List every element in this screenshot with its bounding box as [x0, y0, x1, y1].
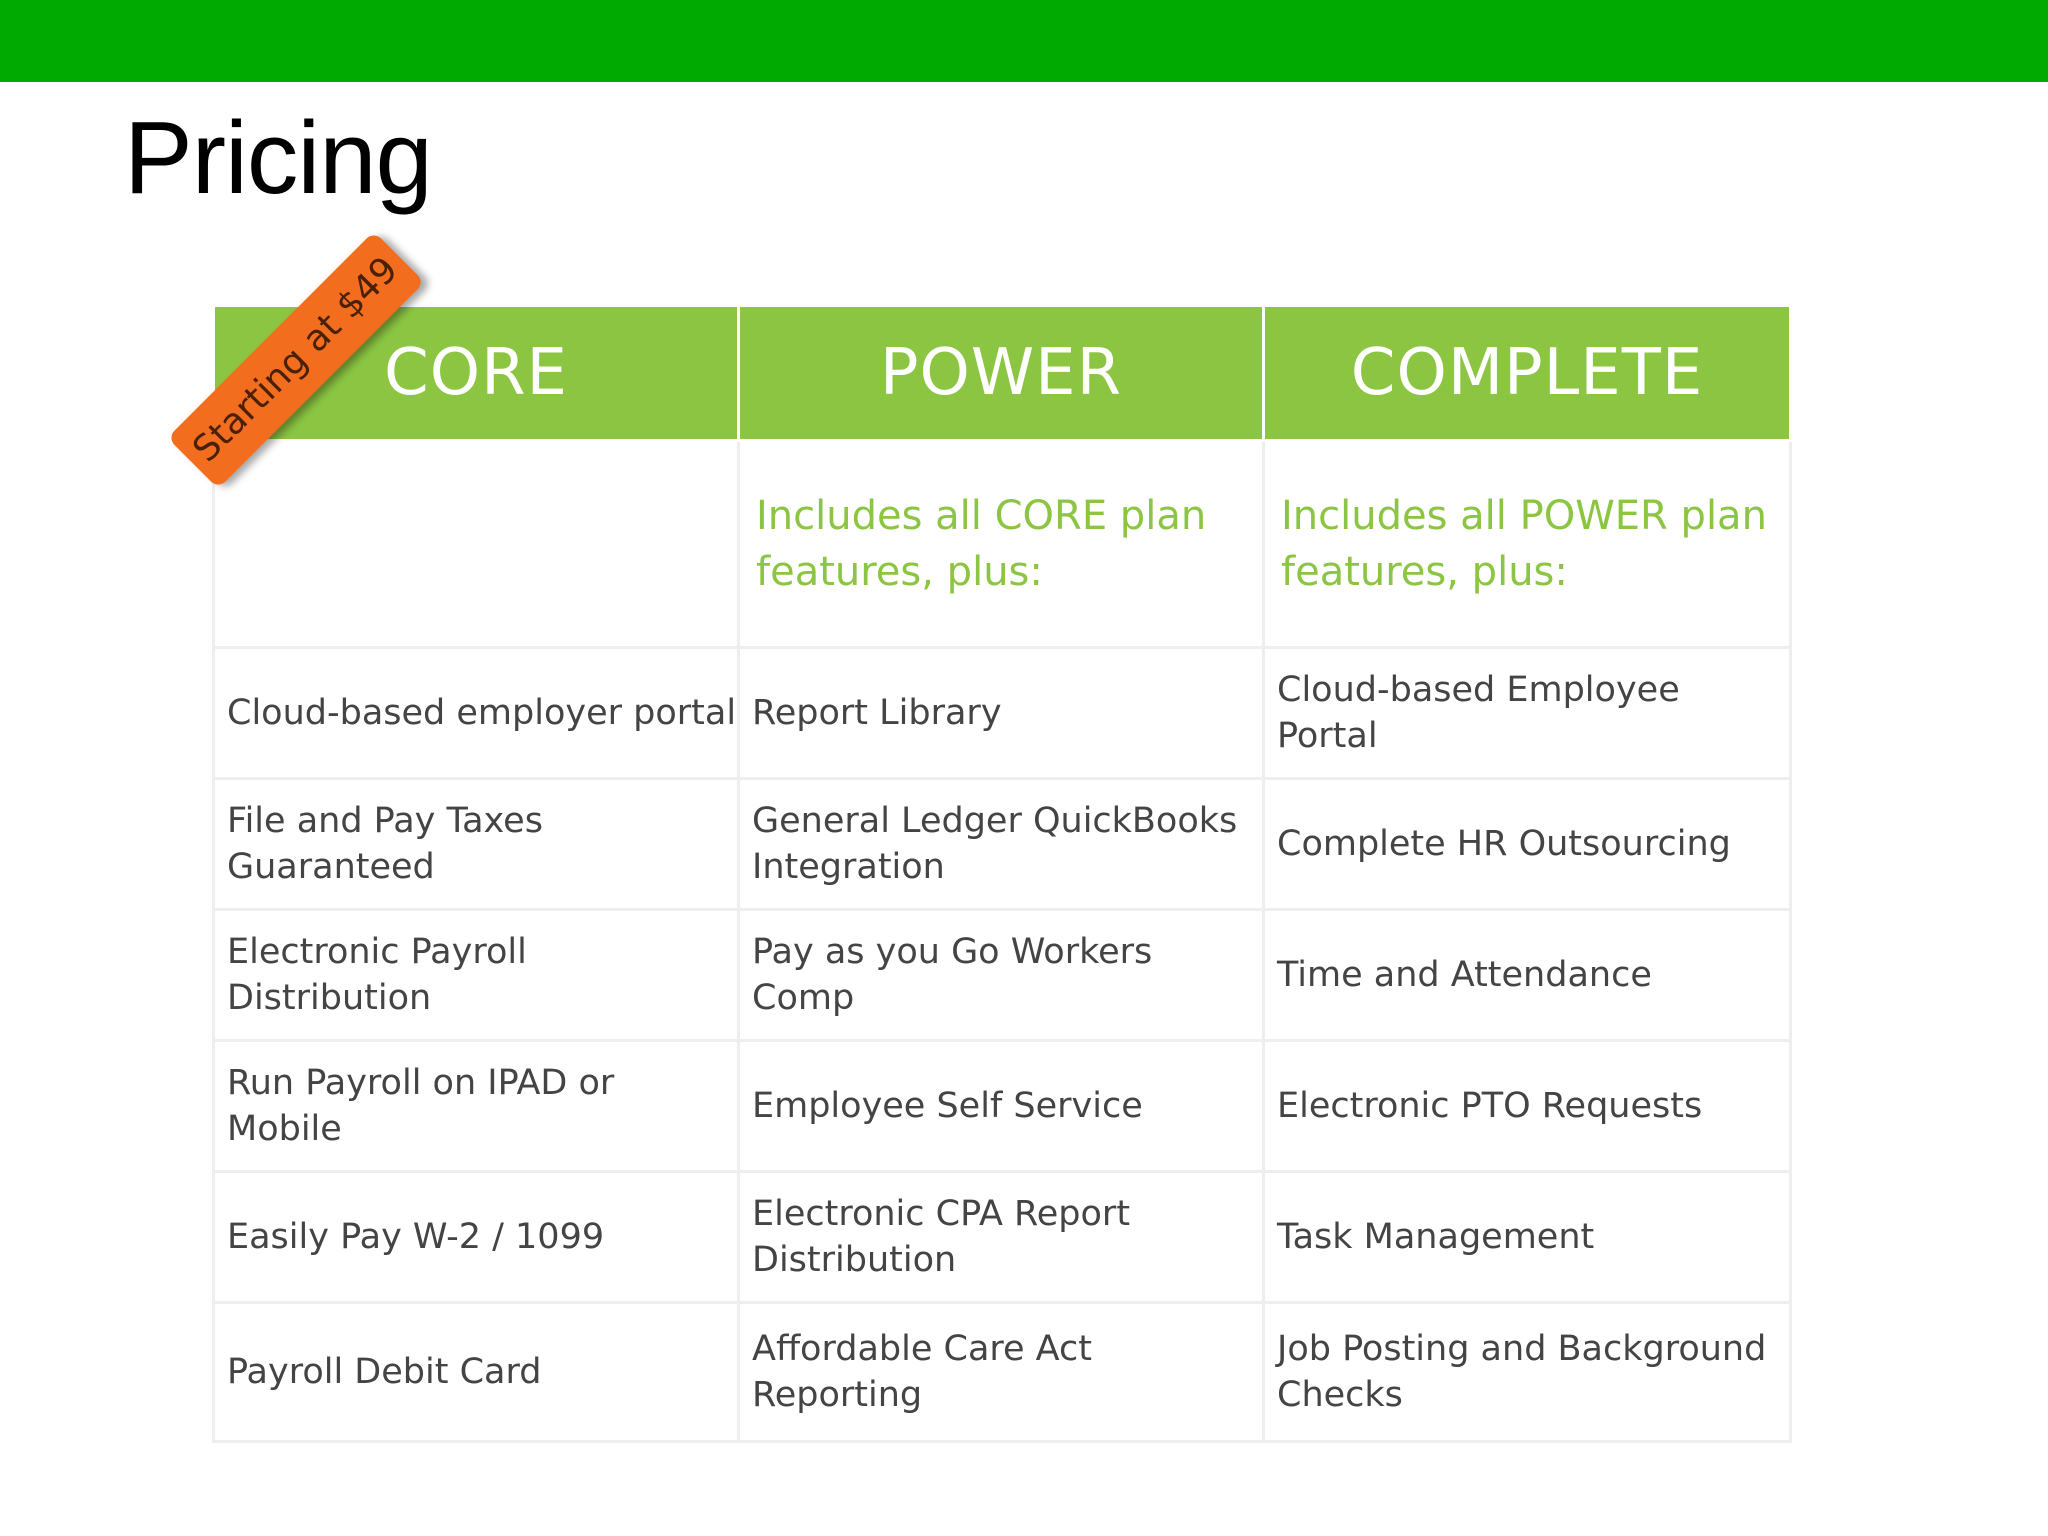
feature-cell-power: Affordable Care Act Reporting: [739, 1303, 1264, 1442]
table-row: [214, 648, 1791, 779]
intro-cell-power: Includes all CORE plan features, plus:: [739, 441, 1264, 648]
plan-header-power: POWER: [739, 307, 1264, 441]
feature-cell-core: Easily Pay W-2 / 1099: [214, 1172, 739, 1303]
table-row: [214, 1303, 1791, 1442]
feature-cell-complete: Job Posting and Background Checks: [1264, 1303, 1791, 1442]
intro-row: [214, 441, 1791, 648]
header-row: [214, 307, 1791, 441]
feature-cell-power: Electronic CPA Report Distribution: [739, 1172, 1264, 1303]
feature-cell-core: Electronic Payroll Distribution: [214, 910, 739, 1041]
feature-cell-complete: Cloud-based Employee Portal: [1264, 648, 1791, 779]
feature-cell-complete: Complete HR Outsourcing: [1264, 779, 1791, 910]
intro-cell-complete: Includes all POWER plan features, plus:: [1264, 441, 1791, 648]
feature-cell-power: Pay as you Go Workers Comp: [739, 910, 1264, 1041]
feature-cell-core: Payroll Debit Card: [214, 1303, 739, 1442]
plan-header-core: CORE: [214, 307, 739, 441]
feature-cell-power: Report Library: [739, 648, 1264, 779]
feature-cell-complete: Electronic PTO Requests: [1264, 1041, 1791, 1172]
table-row: [214, 910, 1791, 1041]
table-row: [214, 779, 1791, 910]
feature-cell-core: Run Payroll on IPAD or Mobile: [214, 1041, 739, 1172]
feature-cell-core: File and Pay Taxes Guaranteed: [214, 779, 739, 910]
table-row: [214, 1172, 1791, 1303]
plan-header-complete: COMPLETE: [1264, 307, 1791, 441]
feature-cell-power: General Ledger QuickBooks Integration: [739, 779, 1264, 910]
intro-cell-core: [214, 441, 739, 648]
top-accent-bar: [0, 0, 2048, 82]
feature-cell-complete: Task Management: [1264, 1172, 1791, 1303]
page-title: Pricing: [124, 100, 432, 215]
starting-price-badge: Starting at $49: [167, 231, 424, 488]
table-row: [214, 1041, 1791, 1172]
feature-cell-core: Cloud-based employer portal: [214, 648, 739, 779]
feature-cell-power: Employee Self Service: [739, 1041, 1264, 1172]
pricing-table: [212, 307, 1792, 1443]
feature-cell-complete: Time and Attendance: [1264, 910, 1791, 1041]
